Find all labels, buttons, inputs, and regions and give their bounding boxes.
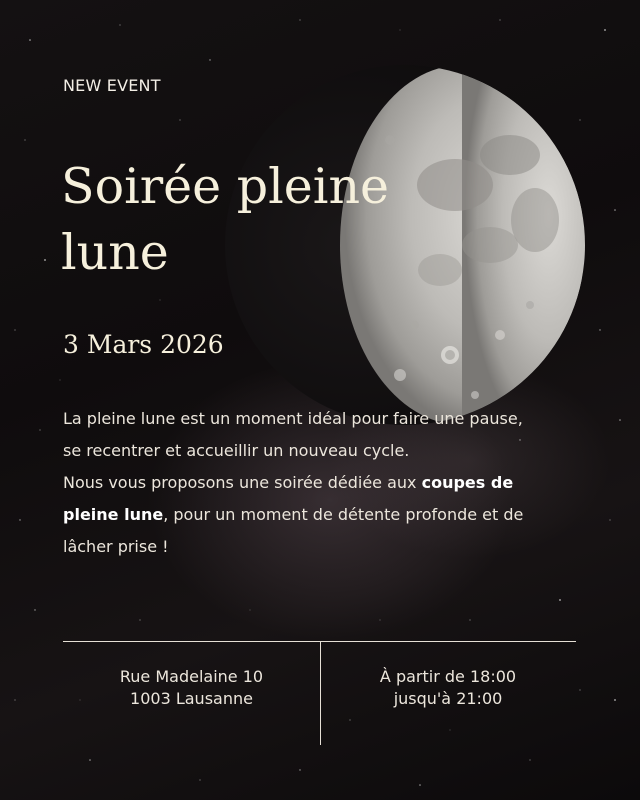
time-end: jusqu'à 21:00 — [393, 689, 503, 708]
address-city: 1003 Lausanne — [130, 689, 253, 708]
address-street: Rue Madelaine 10 — [119, 667, 264, 686]
time-start: À partir de 18:00 — [379, 667, 517, 686]
event-time — [320, 666, 576, 710]
event-title: Soirée pleine lune — [61, 158, 389, 281]
event-description — [63, 403, 533, 563]
description-highlight: coupes de pleine lune — [63, 473, 514, 524]
event-date: 3 Mars 2026 — [63, 330, 224, 359]
description-paragraph-2 — [63, 467, 533, 563]
description-text: Nous vous proposons une soirée dédiée aux — [63, 473, 422, 492]
description-paragraph-1: La pleine lune est un moment idéal pour faire une pause, se recentrer et accueillir un nouveau cycle. — [63, 409, 523, 460]
event-address — [63, 666, 320, 710]
description-text: , pour un moment de détente profonde et de lâcher prise ! — [63, 505, 524, 556]
event-eyebrow: NEW EVENT — [63, 76, 161, 95]
